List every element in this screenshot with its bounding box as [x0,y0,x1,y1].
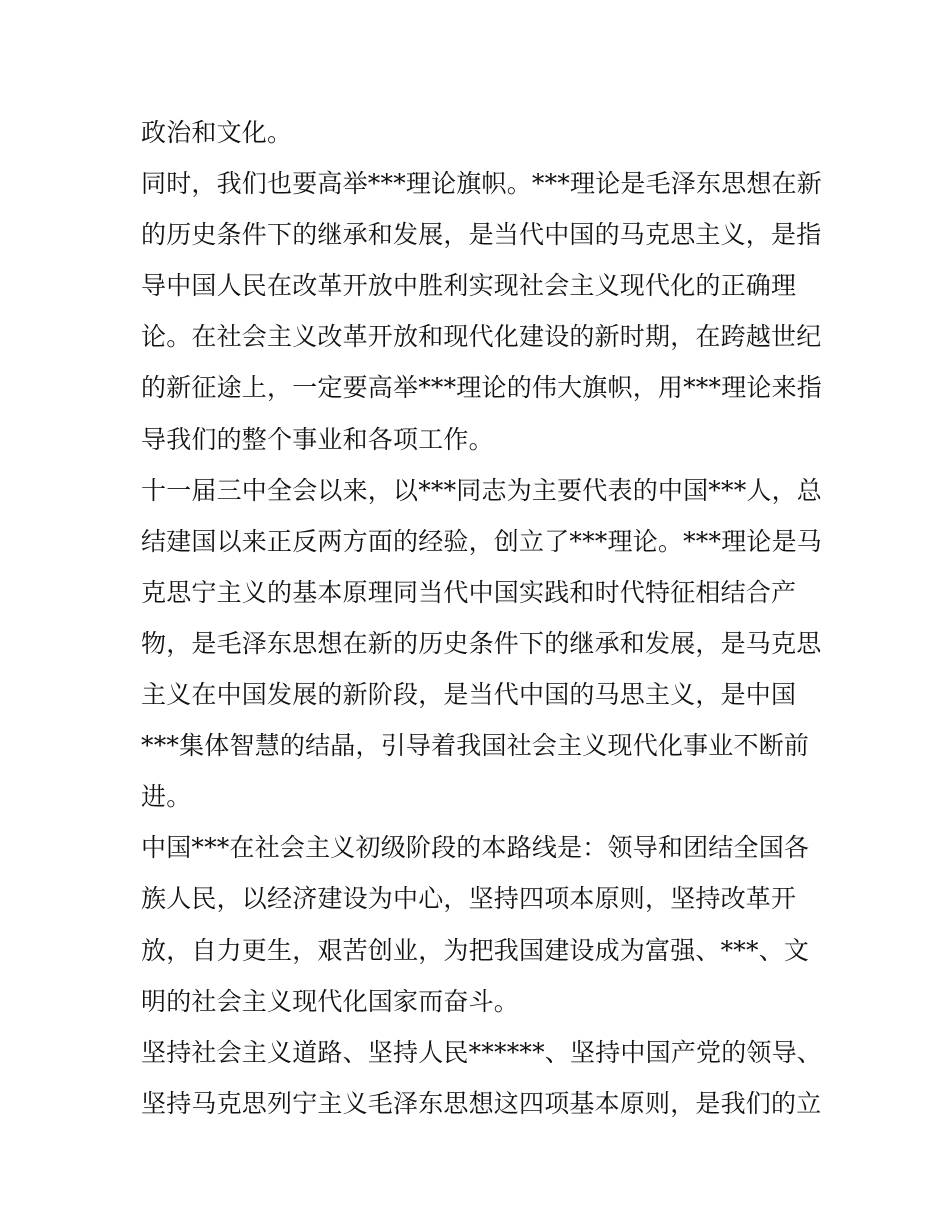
text-line: 主义在中国发展的新阶段，是当代中国的马思主义，是中国 [141,680,797,710]
text-line: 克思宁主义的基本原理同当代中国实践和时代特征相结合产 [141,577,797,607]
body-text [141,107,821,1129]
text-line: 论。在社会主义改革开放和现代化建设的新时期，在跨越世纪 [141,322,822,352]
text-line: 的历史条件下的继承和发展，是当代中国的马克思主义，是指 [141,220,822,250]
text-line: 族人民，以经济建设为中心，坚持四项本原则，坚持改革开 [141,884,797,914]
text-line: 政治和文化。 [141,118,293,147]
text-line: 结建国以来正反两方面的经验，创立了***理论。***理论是马 [141,526,823,556]
text-line: 坚持马克思列宁主义毛泽东思想这四项基本原则，是我们的立 [141,1088,822,1118]
text-line: 同时，我们也要高举***理论旗帜。***理论是毛泽东思想在新 [141,169,823,199]
text-line: 坚持社会主义道路、坚持人民******、坚持中国产党的领导、 [141,1037,823,1067]
text-line: 物，是毛泽东思想在新的历史条件下的继承和发展，是马克思 [141,628,822,658]
text-line: 导中国人民在改革开放中胜利实现社会主义现代化的正确理 [141,271,797,301]
text-line: 中国***在社会主义初级阶段的本路线是：领导和团结全国各 [141,833,810,863]
text-line: 导我们的整个事业和各项工作。 [141,424,494,454]
text-line: 明的社会主义现代化国家而奋斗。 [141,986,520,1016]
text-line: 十一届三中全会以来，以***同志为主要代表的中国***人，总 [141,475,823,505]
text-line: 的新征途上，一定要高举***理论的伟大旗帜，用***理论来指 [141,373,823,403]
text-line: 进。 [141,782,192,812]
text-line: 放，自力更生，艰苦创业，为把我国建设成为富强、***、文 [141,935,810,965]
text-line: ***集体智慧的结晶，引导着我国社会主义现代化事业不断前 [141,731,810,761]
